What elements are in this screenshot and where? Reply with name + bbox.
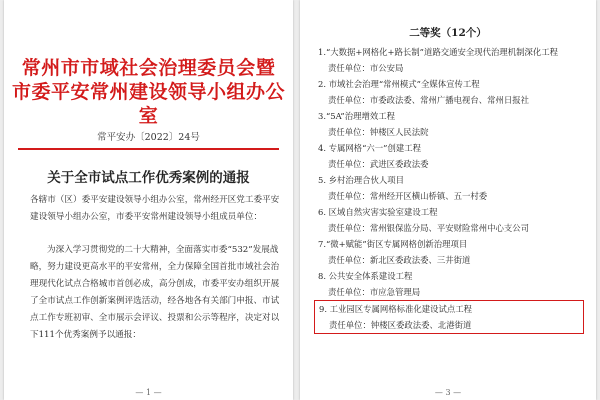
item-unit: 责任单位：市公安局: [328, 63, 404, 73]
document-page-right: [300, 0, 596, 400]
item-unit: 责任单位：钟楼区委政法委、北港街道: [329, 320, 472, 330]
item-unit: 责任单位：钟楼区人民法院: [328, 127, 429, 137]
item-unit: 责任单位：新北区委政法委、三井街道: [328, 255, 471, 265]
award-list: [318, 44, 588, 334]
list-item: [318, 44, 588, 76]
item-title: 3.“5A”治理增效工程: [318, 111, 395, 121]
item-title: 4. 专属网格“六一”创建工程: [318, 143, 421, 153]
highlighted-list-item: [314, 300, 584, 334]
salutation-text: 各辖市（区）委平安建设领导小组办公室，常州经开区党工委平安建设领导小组办公室，市委平安常州建设领导小组成员单位：: [30, 195, 280, 222]
item-title: 7.“微+赋能”街区专属网格创新治理项目: [318, 239, 468, 249]
item-title: 5. 乡村治理合伙人项目: [318, 175, 405, 185]
item-title: 8. 公共安全体系建设工程: [318, 271, 413, 281]
document-page-left: [4, 0, 293, 400]
page-number-right: — 3 —: [434, 388, 462, 397]
list-item: [318, 76, 588, 108]
item-unit: 责任单位：常州经开区横山桥镇、五一村委: [328, 191, 488, 201]
list-item: [318, 268, 588, 300]
item-title: 1.“大数据+网格化+路长制”道路交通安全现代治理机制深化工程: [318, 47, 558, 57]
item-title: 2. 市域社会治理“常州模式”全媒体宣传工程: [318, 79, 480, 89]
body-paragraph: 为深入学习贯彻党的二十大精神，全面落实市委“532”发展战略，努力建设更高水平的平安常州，全力保障全国首批市域社会治理现代化试点合格城市首创必成，高分创成，市委平安办组织开展了全市试点工作创新案例评选活动，经各地各有关部门申报、市试点工作专班初审、全市展示会评议、投票和公示等程序，决定对以下111个优秀案例予以通报：: [30, 245, 280, 340]
item-unit: 责任单位：武进区委政法委: [328, 159, 429, 169]
list-item: [318, 172, 588, 204]
notice-title: 关于全市试点工作优秀案例的通报: [47, 170, 250, 186]
red-header-line2: 市委平安常州建设领导小组办公室: [11, 81, 285, 127]
list-item: [318, 204, 588, 236]
red-divider-line: [18, 148, 279, 150]
list-item: [318, 140, 588, 172]
red-header-line1: 常州市市域社会治理委员会暨: [21, 57, 276, 79]
list-item: [318, 236, 588, 268]
item-unit: 责任单位：常州银保监分局、平安财险常州中心支公司: [328, 223, 529, 233]
award-heading: 二等奖（12个）: [409, 27, 487, 39]
page-number-left: — 1 —: [135, 388, 162, 397]
item-unit: 责任单位：市应急管理局: [328, 287, 421, 297]
item-unit: 责任单位：市委政法委、常州广播电视台、常州日报社: [328, 95, 529, 105]
document-number: 常平安办〔2022〕24号: [97, 132, 200, 143]
item-title: 9. 工业园区专属网格标准化建设试点工程: [319, 304, 473, 314]
list-item: [318, 108, 588, 140]
item-title: 6. 区域自然灾害实验室建设工程: [318, 207, 438, 217]
